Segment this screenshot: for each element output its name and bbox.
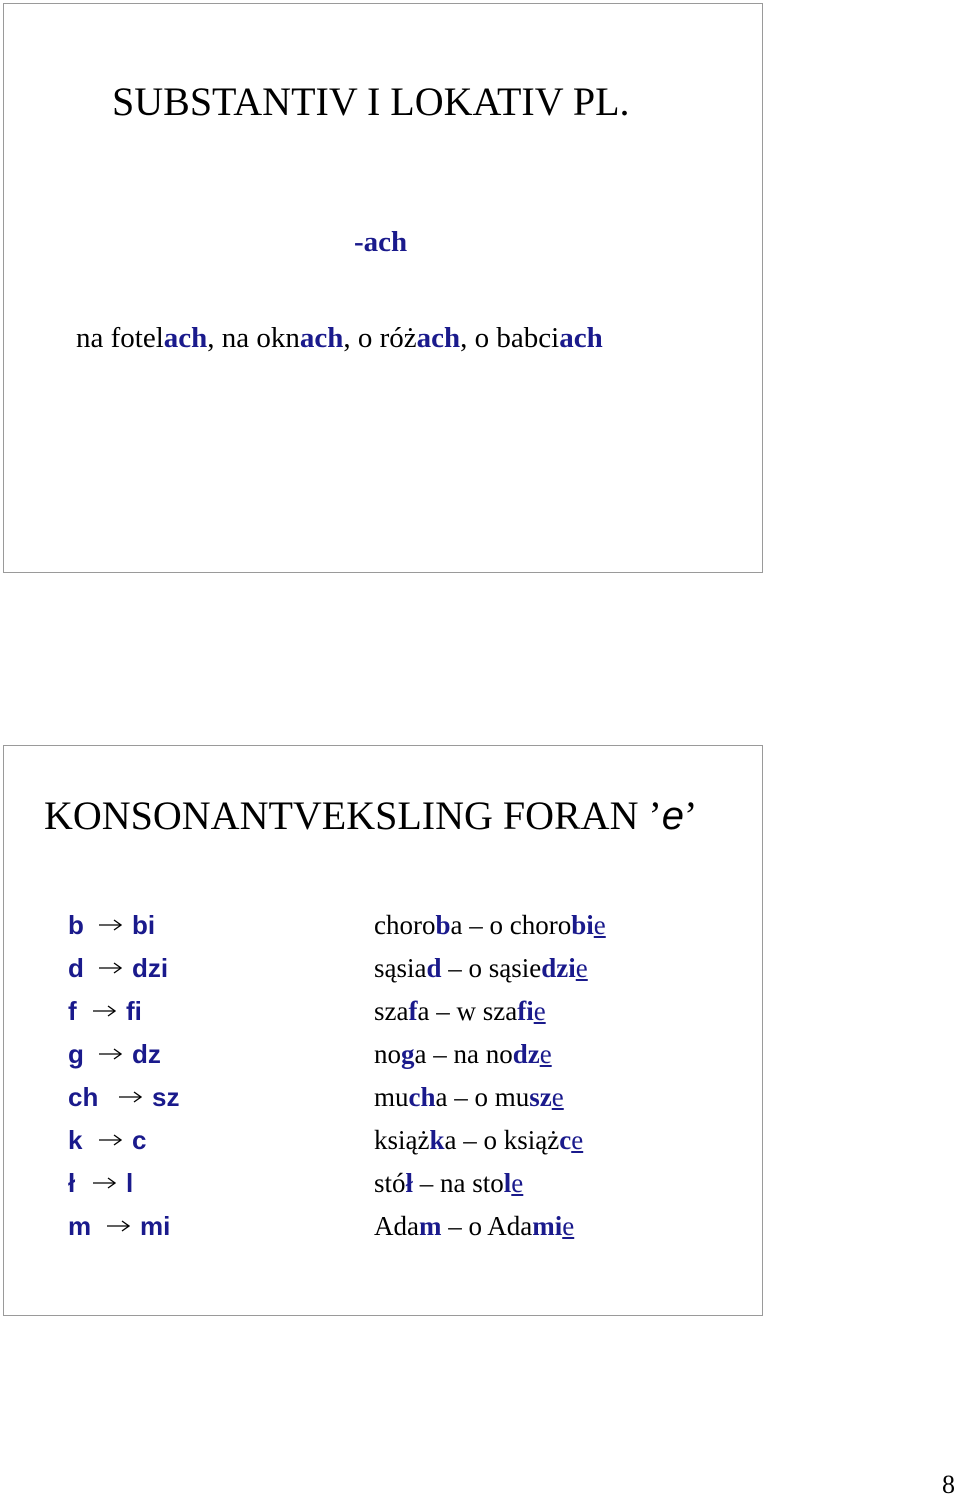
rule-from: g (68, 1039, 84, 1069)
arrow-right-icon (98, 962, 122, 974)
example-stem: o babci (474, 322, 560, 354)
word-ending: e (575, 953, 588, 983)
word-alternated-consonant: bi (571, 910, 594, 940)
example-stem: na fotel (76, 322, 164, 354)
rule-to: dz (132, 1039, 161, 1069)
example-row (374, 1211, 606, 1254)
page-number: 8 (942, 1470, 955, 1499)
example-separator: , (343, 322, 358, 354)
title-letter: e (661, 794, 685, 838)
rule-from: f (68, 996, 77, 1026)
example-ending: ach (163, 322, 208, 354)
example-row (374, 1039, 606, 1082)
word-stem: sąsia (374, 953, 427, 983)
word-ending: e (539, 1039, 552, 1069)
suffix-label: -ach (354, 226, 408, 258)
word-stem: stó (374, 1168, 406, 1198)
rule-to: l (126, 1168, 134, 1198)
example-row (374, 953, 606, 996)
arrow-right-icon (98, 919, 122, 931)
word-alternated-consonant: mi (532, 1211, 563, 1241)
word-middle: a – na no (414, 1039, 513, 1069)
word-stem: choro (374, 910, 436, 940)
example-row (374, 1082, 606, 1125)
rule-from: ch (68, 1082, 99, 1112)
word-alternated-consonant: l (503, 1168, 512, 1198)
slide-title: SUBSTANTIV I LOKATIV PL. (112, 79, 630, 124)
arrow-right-icon (98, 1048, 122, 1060)
arrow-right-icon (106, 1220, 130, 1232)
word-stem: książ (374, 1125, 430, 1155)
slide-locative-plural (3, 3, 763, 573)
word-alternated-consonant: dzi (541, 953, 576, 983)
example-row (374, 996, 606, 1039)
word-ending: e (593, 910, 606, 940)
example-stem: na okn (221, 322, 300, 354)
example-row (374, 910, 606, 953)
example-ending: ach (416, 322, 461, 354)
word-ending: e (551, 1082, 564, 1112)
rule-to: mi (140, 1211, 171, 1241)
examples-line (76, 322, 603, 355)
rule-from: k (68, 1125, 83, 1155)
word-consonant: g (401, 1039, 415, 1069)
title-quote: ’ (684, 793, 698, 838)
word-middle: a – o choro (450, 910, 572, 940)
rule-from: ł (68, 1168, 76, 1198)
word-ending: e (511, 1168, 524, 1198)
rule-from: m (68, 1211, 92, 1241)
word-ending: e (562, 1211, 575, 1241)
word-middle: – na sto (413, 1168, 504, 1198)
example-stem: o róż (357, 322, 417, 354)
word-consonant: d (426, 953, 442, 983)
word-stem: no (374, 1039, 401, 1069)
rule-to: dzi (132, 953, 169, 983)
example-row (374, 1125, 606, 1168)
word-middle: a – w sza (417, 996, 518, 1026)
word-ending: e (533, 996, 546, 1026)
rule-from: d (68, 953, 84, 983)
example-row (374, 1168, 606, 1211)
word-consonant: f (408, 996, 418, 1026)
arrow-right-icon (92, 1005, 116, 1017)
word-consonant: ł (405, 1168, 414, 1198)
rule-from: b (68, 910, 84, 940)
rule-to: c (132, 1125, 147, 1155)
example-ending: ach (559, 322, 603, 354)
word-middle: a – o książ (444, 1125, 560, 1155)
alternation-examples (374, 910, 606, 1254)
word-alternated-consonant: c (559, 1125, 572, 1155)
word-stem: sza (374, 996, 409, 1026)
word-alternated-consonant: dz (512, 1039, 540, 1069)
example-ending: ach (299, 322, 344, 354)
arrow-right-icon (98, 1134, 122, 1146)
word-alternated-consonant: sz (529, 1082, 552, 1112)
word-middle: a – o mu (435, 1082, 530, 1112)
arrow-right-icon (118, 1091, 142, 1103)
rule-to: bi (132, 910, 156, 940)
word-consonant: k (429, 1125, 445, 1155)
word-consonant: ch (408, 1082, 436, 1112)
title-text: KONSONANTVEKSLING FORAN ’ (44, 793, 662, 838)
word-stem: mu (374, 1082, 409, 1112)
rule-to: fi (126, 996, 142, 1026)
example-separator: , (207, 322, 222, 354)
rule-to: sz (152, 1082, 180, 1112)
word-consonant: m (418, 1211, 442, 1241)
word-middle: – o sąsie (441, 953, 542, 983)
word-consonant: b (435, 910, 451, 940)
word-stem: Ada (374, 1211, 419, 1241)
slide-title (44, 792, 697, 839)
word-ending: e (571, 1125, 584, 1155)
slide-consonant-alternation (3, 745, 763, 1316)
example-separator: , (460, 322, 475, 354)
word-alternated-consonant: fi (517, 996, 534, 1026)
arrow-right-icon (92, 1177, 116, 1189)
word-middle: – o Ada (441, 1211, 533, 1241)
